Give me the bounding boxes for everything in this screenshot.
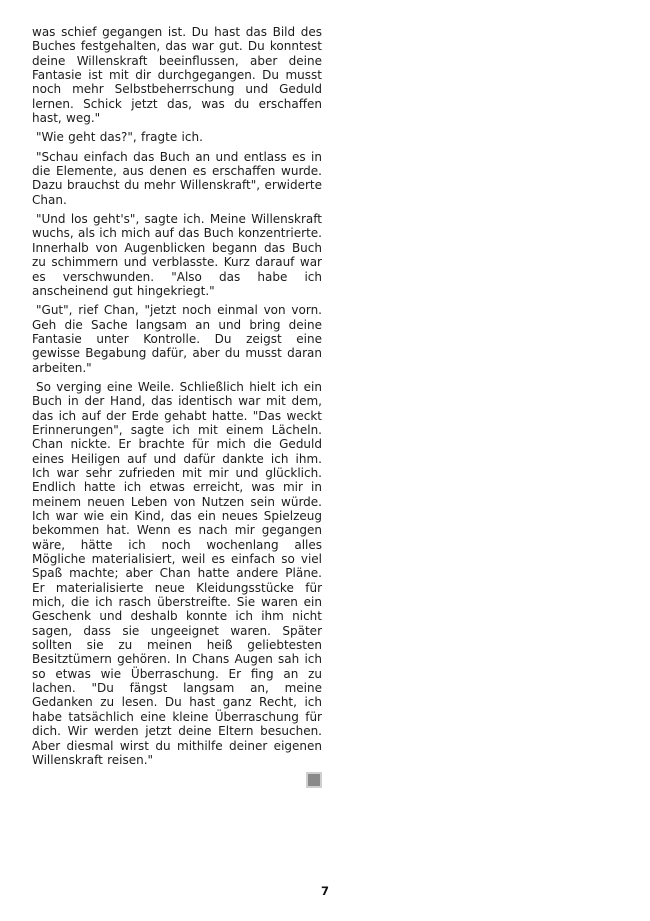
paragraph: "Und los geht's", sagte ich. Meine Willenskraft wuchs, als ich mich auf das Buch konzentrierte. Innerhalb von Augenblicken begann das Buch zu schimmern und verblasste. Kurz darauf war es verschwunden. "Also das habe ich anscheinend gut hingekriegt."	[32, 212, 322, 298]
body-text-column	[32, 25, 322, 788]
paragraph: was schief gegangen ist. Du hast das Bild des Buches festgehalten, das war gut. Du konntest deine Willenskraft beeinflussen, aber deine Fantasie ist mit dir durchgegangen. Du musst noch mehr Selbstbeherrschung und Geduld lernen. Schick jetzt das, was du erschaffen hast, weg."	[32, 25, 322, 126]
end-of-text-square-icon	[306, 772, 322, 788]
paragraph: "Gut", rief Chan, "jetzt noch einmal von vorn. Geh die Sache langsam an und bring deine Fantasie unter Kontrolle. Du zeigst eine gewisse Begabung dafür, aber du musst daran arbeiten."	[32, 303, 322, 375]
paragraph: "Wie geht das?", fragte ich.	[36, 130, 203, 145]
paragraph: "Schau einfach das Buch an und entlass es in die Elemente, aus denen es erschaffen wurde. Dazu brauchst du mehr Willenskraft", erwiderte Chan.	[32, 149, 322, 207]
paragraph: So verging eine Weile. Schließlich hielt ich ein Buch in der Hand, das identisch war mit dem, das ich auf der Erde gehabt hatte. "Das weckt Erinnerungen", sagte ich mit einem Lächeln. Chan nickte. Er brachte für mich die Geduld eines Heiligen auf und dafür dankte ich ihm. Ich war sehr zufrieden mit mir und glücklich. Endlich hatte ich etwas erreicht, was mir in meinem neuen Leben von Nutzen sein würde. Ich war wie ein Kind, das ein neues Spielzeug bekommen hat. Wenn es nach mir gegangen wäre, hätte ich noch wochenlang alles Mögliche materialisiert, weil es einfach so viel Spaß machte; aber Chan hatte andere Pläne. Er materialisierte neue Kleidungsstücke für mich, die ich rasch überstreifte. Sie waren ein Geschenk und deshalb konnte ich ihm nicht sagen, dass sie ungeeignet waren. Später sollten sie zu meinen heiß geliebtesten Besitztümern gehören. In Chans Augen sah ich so etwas wie Überraschung. Er fing an zu lachen. "Du fängst langsam an, meine Gedanken zu lesen. Du hast ganz Recht, ich habe tatsächlich eine kleine Überraschung für dich. Wir werden jetzt deine Eltern besuchen. Aber diesmal wirst du mithilfe deiner eigenen Willenskraft reisen."	[32, 379, 322, 767]
page-number: 7	[320, 884, 329, 898]
